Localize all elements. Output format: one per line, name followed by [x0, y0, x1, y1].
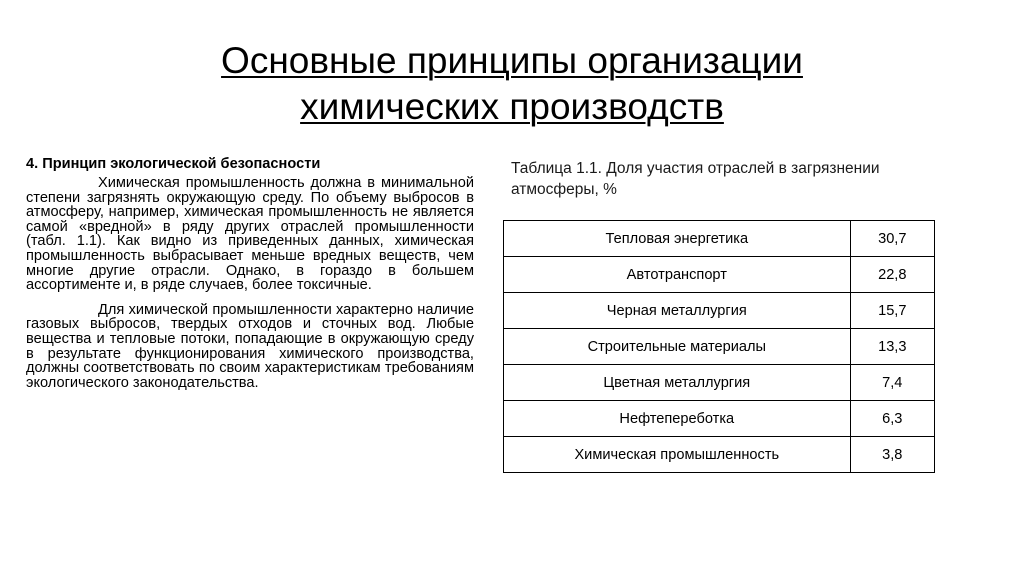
industry-cell: Химическая промышленность — [504, 437, 851, 473]
table-caption: Таблица 1.1. Доля участия отраслей в загрязнении атмосферы, % — [511, 160, 880, 198]
section-heading: 4. Принцип экологической безопасности — [26, 156, 321, 172]
table-row — [504, 365, 935, 401]
share-cell: 3,8 — [850, 437, 934, 473]
principle-section — [26, 156, 474, 400]
slide-title-line-1: Основные принципы организации — [221, 40, 803, 81]
share-cell: 30,7 — [850, 221, 934, 257]
industry-cell: Нефтепереботка — [504, 401, 851, 437]
paragraph-2: Для химической промышленности характерно наличие газовых выбросов, твердых отходов и сточных вод. Любые вещества и тепловые потоки, попадающие в окружающую среду в результате функционирования химического производства, должны соответствовать по своим характеристикам требованиям экологического законодательства. — [26, 301, 474, 391]
share-cell: 7,4 — [850, 365, 934, 401]
table-row — [504, 257, 935, 293]
industry-cell: Черная металлургия — [504, 293, 851, 329]
paragraph-1: Химическая промышленность должна в минимальной степени загрязнять окружающую среду. По объему выбросов в атмосферу, например, химическая промышленность не является самой «вредной» в ряду других отраслей промышленности (табл. 1.1). Как видно из приведенных данных, химическая промышленность выбрасывает меньше вредных веществ, чем многие другие отрасли. Однако, в гораздо в большем ассортименте и, в ряде случаев, более токсичные. — [26, 175, 474, 294]
share-cell: 6,3 — [850, 401, 934, 437]
pollution-table — [503, 220, 935, 473]
industry-cell: Тепловая энергетика — [504, 221, 851, 257]
table-row — [504, 437, 935, 473]
share-cell: 22,8 — [850, 257, 934, 293]
table-row — [504, 293, 935, 329]
table-row — [504, 329, 935, 365]
slide-title-line-2: химических производств — [300, 86, 724, 127]
industry-cell: Автотранспорт — [504, 257, 851, 293]
table-row — [504, 221, 935, 257]
share-cell: 13,3 — [850, 329, 934, 365]
share-cell: 15,7 — [850, 293, 934, 329]
industry-cell: Строительные материалы — [504, 329, 851, 365]
table-row — [504, 401, 935, 437]
slide-title — [0, 38, 1024, 130]
industry-cell: Цветная металлургия — [504, 365, 851, 401]
